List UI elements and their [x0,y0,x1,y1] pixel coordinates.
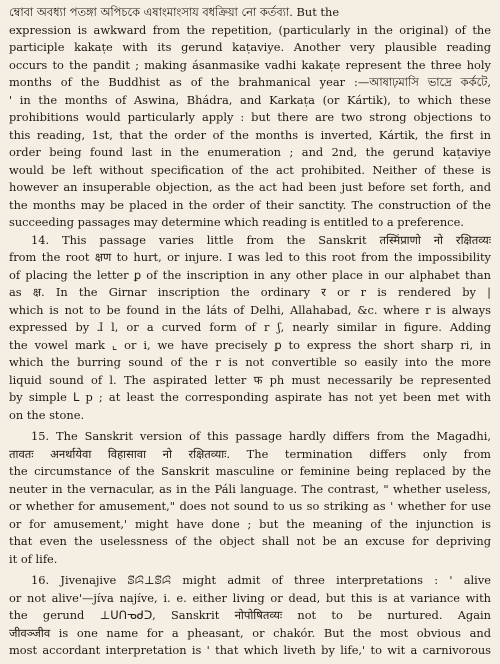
text-line: which the burring sound of the r is not convertible so easily into the more [9,355,491,369]
text-line: the months may be placed in the order of their sanctity. The construction of the [9,197,491,212]
text-line: liquid sound of l. The aspirated letter फ ph must necessarily be represented [9,372,491,387]
text-line: or not alive'—jíva najíve, i. e. either living or dead, but this is at variance with [9,590,491,605]
text-line: the gerund ⊥ᑌᑎᓀᑯᑐ, Sanskrit नोपोषितव्यः not to be nurtured. Again [9,608,491,622]
text-line: 15. The Sanskrit version of this passage hardly differs from the Magadhi, [31,429,491,443]
text-line: 14. This passage varies little from the Sanskrit तस्मिंप्राणो नो रक्षितव्यः [31,232,491,247]
text-line: by simple ᒪ p ; at least the corresponding aspirate has not yet been met with [9,390,491,404]
text-line: it of life. [9,551,58,566]
text-line: would be left without specification of the act prohibited. Neither of these is [9,162,491,177]
text-line: from the root क्षण to hurt, or injure. I was led to this root from the impossibility [9,250,491,264]
text-line: neuter in the vernacular, as in the Páli language. The contrast, " whether useless, [9,481,491,496]
page-text-body [9,4,491,660]
text-line: this reading, 1st, that the order of the months is inverted, Kártik, the first in [9,127,491,142]
text-line: जीवञ्जीव is one name for a pheasant, or chakór. But the most obvious and [9,625,491,640]
text-line: or for amusement,' might have done ; but the meaning of the injunction is [9,516,491,531]
text-line: of placing the letter ꝑ of the inscription in any other place in our alphabet than [9,267,491,282]
text-line: तावतः अनर्थायेवा विहासावा नो रक्षितव्याः. The termination differs only from [9,446,491,461]
text-line: prohibitions would particularly apply : but there are two strong objections to [9,110,491,124]
text-line: ' in the months of Aswina, Bhádra, and Karkaṭa (or Kártik), to which these [9,92,491,107]
text-line: expression is awkward from the repetition, (particularly in the original) of the [9,22,491,37]
text-line: that even the uselessness of the object shall not be an excuse for depriving [9,534,491,548]
text-line: ম্বোবা অবধ্যা পতঙ্গা অপিচকে এষাংমাংসায বধক্রিয়া নো কর্তব্যা. But the [9,5,340,19]
text-line: the vowel mark ⌞ or i, we have precisely ꝑ to express the short sharp ri, in [9,337,491,352]
text-line: on the stone. [9,407,85,422]
text-line: which is not to be found in the láts of Delhi, Allahabad, &c. where r is always [9,302,491,317]
text-line: succeeding passages may determine which reading is entitled to a preference. [9,215,464,229]
text-line: however an insuperable objection, as the act had been just before set forth, and [9,180,491,194]
text-line: most accordant interpretation is ' that which liveth by life,' to wit a carnivorous [9,643,491,657]
text-line: the circumstance of the Sanskrit masculine or feminine being replaced by the [9,464,491,478]
text-line: expressed by ɺ l, or a curved form of r ʃ, nearly similar in figure. Adding [9,320,491,334]
text-line: participle kakaṭe with its gerund kaṭaviye. Another very plausible reading [9,40,491,54]
text-line: order being found last in the enumeration ; and 2nd, the gerund kaṭaviye [9,145,491,159]
text-line: as क्ष. In the Girnar inscription the ordinary र or r is rendered by | [9,285,491,299]
text-line: or whether for amusement," does not sound to us so striking as ' whether for use [9,499,491,513]
text-line: months of the Buddhist as of the brahmanical year :—আষাঢ়মাসি ভাদ্রে কর্কটে, [9,75,491,89]
text-line: 16. Jivenajive ꕷꕸ⊥ꕷꕸ might admit of three interpretations : ' alive [31,573,491,587]
text-line: occurs to the pandit ; making ásanmasike vadhi kakaṭe represent the three holy [9,57,491,72]
